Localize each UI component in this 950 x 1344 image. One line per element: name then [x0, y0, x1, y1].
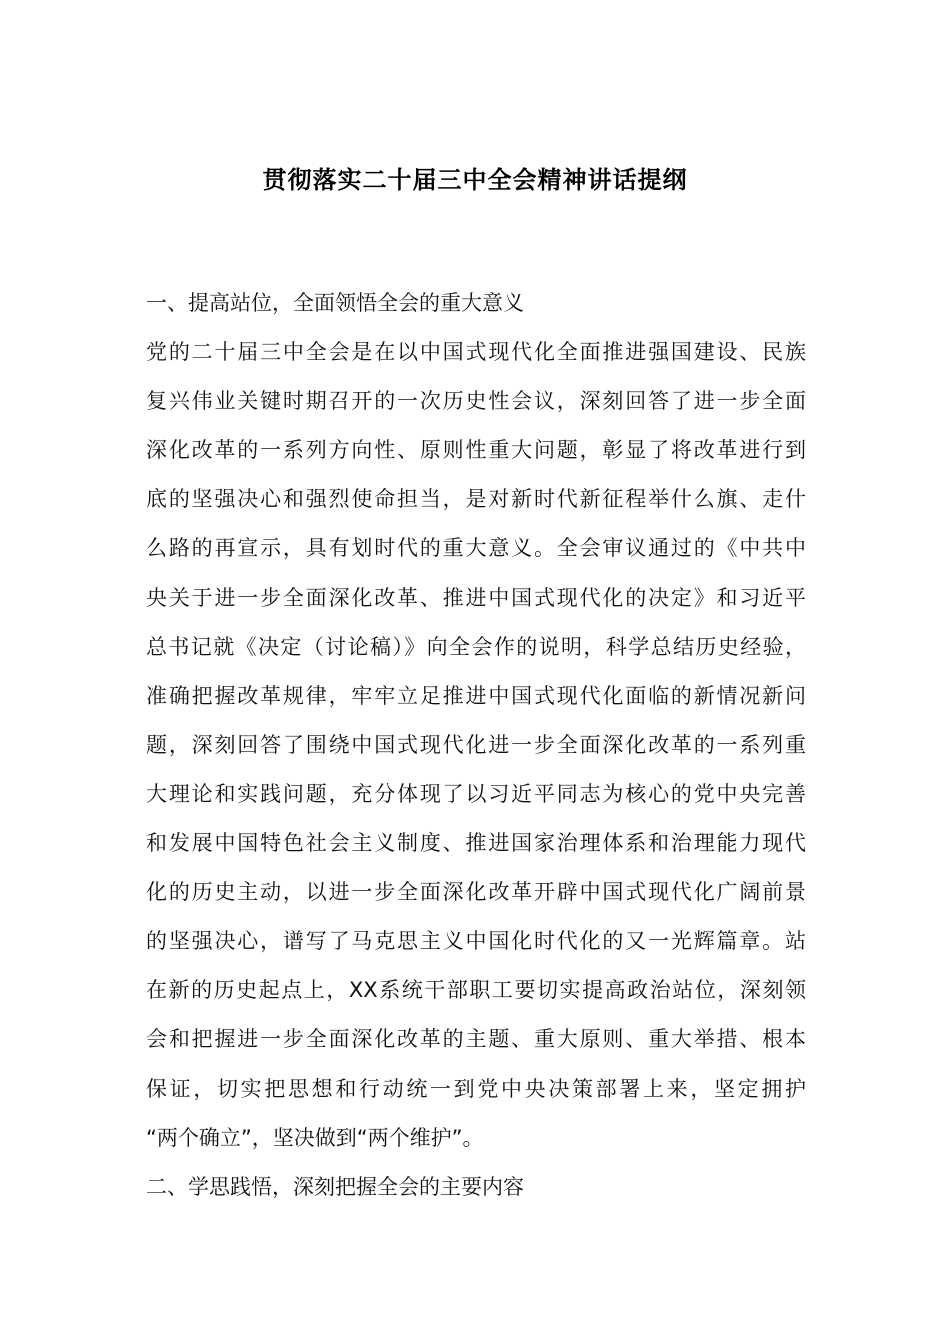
section-heading-1: 一、提高站位，全面领悟全会的重大意义 [146, 291, 524, 315]
paragraph-line: 深化改革的一系列方向性、原则性重大问题，彰显了将改革进行到 [146, 438, 806, 463]
paragraph-line: 大理论和实践问题，充分体现了以习近平同志为核心的党中央完善 [146, 781, 806, 806]
paragraph-line: 么路的再宣示，具有划时代的重大意义。全会审议通过的《中共中 [146, 536, 806, 561]
document-body [146, 279, 814, 1212]
paragraph-line: “两个确立”，坚决做到“两个维护”。 [146, 1125, 484, 1150]
document-title: 贯彻落实二十届三中全会精神讲话提纲 [262, 165, 688, 194]
paragraph-line: 会和把握进一步全面深化改革的主题、重大原则、重大举措、根本 [146, 1027, 806, 1052]
paragraph-line: 复兴伟业关键时期召开的一次历史性会议，深刻回答了进一步全面 [146, 389, 806, 414]
paragraph-line: 总书记就《决定（讨论稿）》向全会作的说明，科学总结历史经验， [146, 634, 806, 659]
paragraph-line: 保证，切实把思想和行动统一到党中央决策部署上来，坚定拥护 [146, 1076, 806, 1101]
paragraph-line: 党的二十届三中全会是在以中国式现代化全面推进强国建设、民族 [146, 340, 806, 365]
paragraph-line: 底的坚强决心和强烈使命担当，是对新时代新征程举什么旗、走什 [146, 487, 806, 512]
section-heading-2: 二、学思践悟，深刻把握全会的主要内容 [146, 1174, 524, 1199]
paragraph-line: 央关于进一步全面深化改革、推进中国式现代化的决定》和习近平 [146, 585, 806, 610]
paragraph-line: 在新的历史起点上，XX系统干部职工要切实提高政治站位，深刻领 [146, 978, 806, 1003]
paragraph-line: 题，深刻回答了围绕中国式现代化进一步全面深化改革的一系列重 [146, 732, 806, 757]
paragraph-line: 的坚强决心，谱写了马克思主义中国化时代化的又一光辉篇章。站 [146, 929, 806, 954]
paragraph-line: 和发展中国特色社会主义制度、推进国家治理体系和治理能力现代 [146, 831, 806, 856]
paragraph-line: 准确把握改革规律，牢牢立足推进中国式现代化面临的新情况新问 [146, 683, 806, 708]
paragraph-line: 化的历史主动，以进一步全面深化改革开辟中国式现代化广阔前景 [146, 880, 806, 905]
